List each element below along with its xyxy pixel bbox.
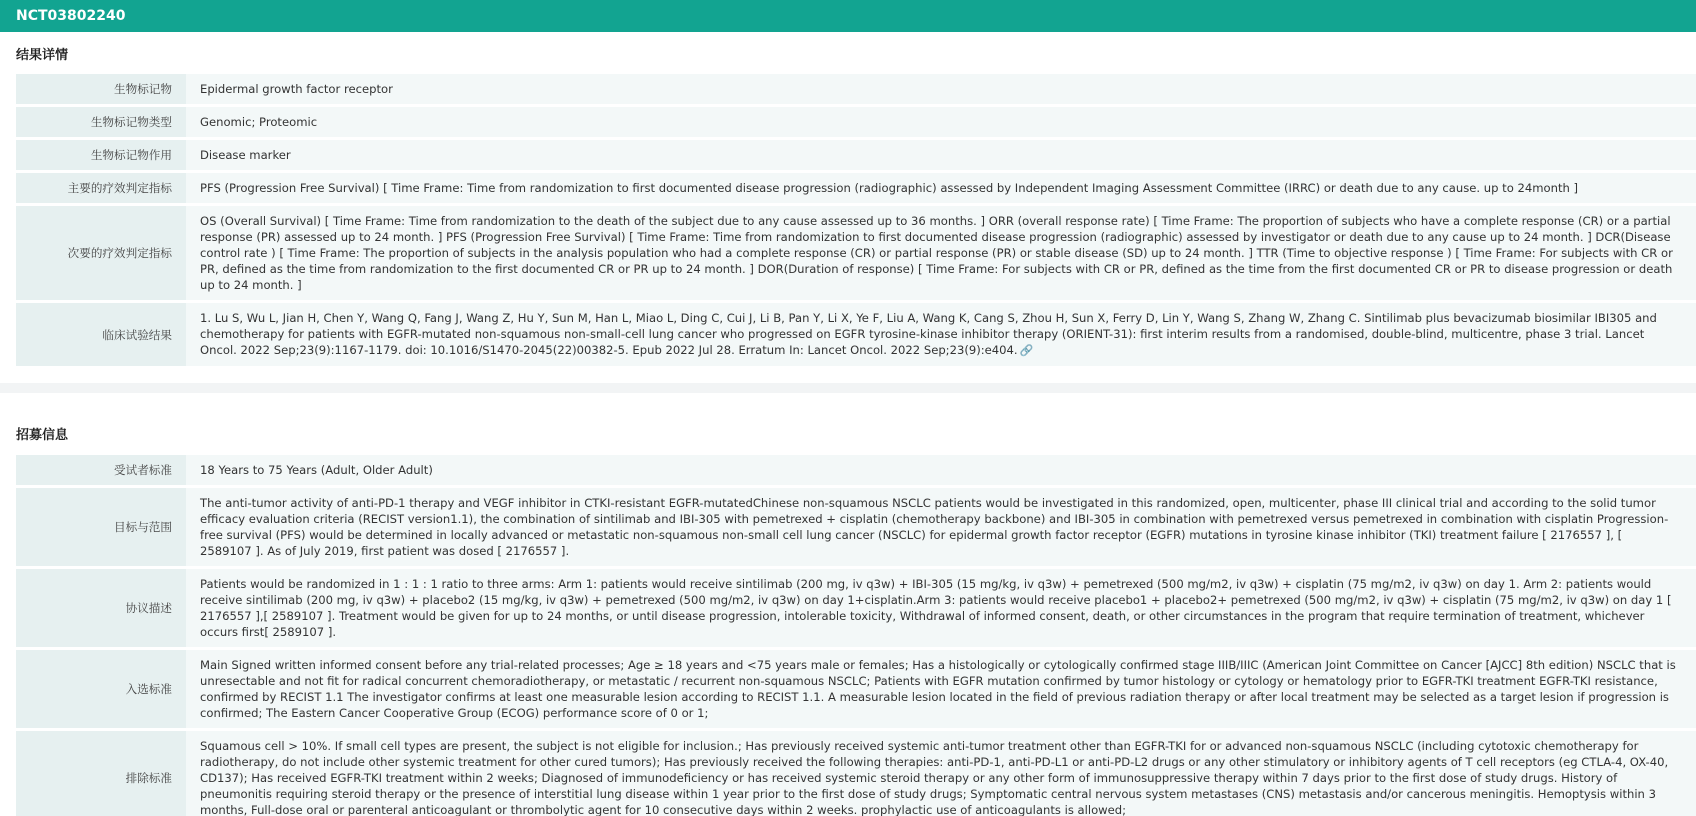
table-row xyxy=(16,650,1696,728)
row-label: 目标与范围 xyxy=(16,488,186,566)
results-section-title: 结果详情 xyxy=(16,47,69,63)
table-row xyxy=(16,206,1696,300)
table-row xyxy=(16,140,1696,170)
row-value: Genomic; Proteomic xyxy=(186,107,1696,137)
results-table xyxy=(16,71,1696,369)
row-label: 临床试验结果 xyxy=(16,303,186,366)
row-value: Disease marker xyxy=(186,140,1696,170)
table-row xyxy=(16,455,1696,485)
row-value: PFS (Progression Free Survival) [ Time Frame: Time from randomization to first documented disease progression (radiographic) assessed by Independent Imaging Assessment Committee (IRRC) or death due to any cause. up to 24month ] xyxy=(186,173,1696,203)
row-value: The anti-tumor activity of anti-PD-1 therapy and VEGF inhibitor in CTKI-resistant EGFR-mutatedChinese non-squamous NSCLC patients would be investigated in this randomized, open, multicenter, phase III clinical trial and according to the solid tumor efficacy evaluation criteria (RECIST version1.1), the combination of sintilimab and IBI-305 with pemetrexed + cisplatin (chemotherapy backbone) and IBI-305 in combination with pemetrexed versus pemetrexed in combination with cisplatin Progression-free survival (PFS) would be determined in locally advanced or metastatic non-squamous non-small cell lung cancer (NSCLC) for epidermal growth factor receptor (EGFR) mutations in tyrosine kinase inhibitor (TKI) treatment failure [ 2176557 ], [ 2589107 ]. As of July 2019, first patient was dosed [ 2176557 ]. xyxy=(186,488,1696,566)
citation-text: 1. Lu S, Wu L, Jian H, Chen Y, Wang Q, Fang J, Wang Z, Hu Y, Sun M, Han L, Miao L, Ding C, Cui J, Li B, Pan Y, Li X, Ye F, Liu A, Wang K, Cang S, Zhou H, Sun X, Ferry D, Lin Y, Wang S, Zhang W, Zhang C. Sintilimab plus bevacizumab biosimilar IBI305 and chemotherapy for patients with EGFR-mutated non-squamous non-small-cell lung cancer who progressed on EGFR tyrosine-kinase inhibitor therapy (ORIENT-31): first interim results from a randomised, double-blind, multicentre, phase 3 trial. Lancet Oncol. 2022 Sep;23(9):1167-1179. doi: 10.1016/S1470-2045(22)00382-5. Epub 2022 Jul 28. Erratum In: Lancet Oncol. 2022 Sep;23(9):e404. xyxy=(200,311,1657,357)
table-row xyxy=(16,488,1696,566)
table-row xyxy=(16,173,1696,203)
table-row xyxy=(16,569,1696,647)
row-label: 生物标记物 xyxy=(16,74,186,104)
row-value: Squamous cell > 10%. If small cell types are present, the subject is not eligible for inclusion.; Has previously received systemic anti-tumor treatment other than EGFR-TKI for or advanced non-squamous NSCLC (including cytotoxic chemotherapy for radiotherapy, do not include other systemic treatment for other cured tumors); Has previously received the following therapies: anti-PD-1, anti-PD-L1 or anti-PD-L2 drugs or any other stimulatory or inhibitory agents of T cell receptors (eg CTLA-4, OX-40, CD137); Has received EGFR-TKI treatment within 2 weeks; Diagnosed of immunodeficiency or has received systemic steroid therapy or any other form of immunosuppressive therapy within 7 days prior to the first dose of study drugs. History of pneumonitis requiring steroid therapy or the presence of interstitial lung disease within 1 year prior to the first dose of study drugs; Symptomatic central nervous system metastases (CNS) metastasis and/or cancerous meningitis. Hemoptysis within 3 months, Full-dose oral or parenteral anticoagulant or thrombolytic agent for 10 consecutive days within 2 weeks. prophylactic use of anticoagulants is allowed; xyxy=(186,731,1696,816)
link-icon[interactable]: 🔗 xyxy=(1019,344,1034,357)
table-row xyxy=(16,107,1696,137)
row-label: 生物标记物类型 xyxy=(16,107,186,137)
row-label: 主要的疗效判定指标 xyxy=(16,173,186,203)
row-value xyxy=(186,303,1696,366)
results-section xyxy=(0,32,1696,383)
recruitment-section-title: 招募信息 xyxy=(16,427,69,443)
row-label: 入选标准 xyxy=(16,650,186,728)
table-row xyxy=(16,731,1696,816)
row-value: Epidermal growth factor receptor xyxy=(186,74,1696,104)
row-label: 生物标记物作用 xyxy=(16,140,186,170)
row-value: 18 Years to 75 Years (Adult, Older Adult) xyxy=(186,455,1696,485)
trial-id: NCT03802240 xyxy=(16,8,126,24)
row-label: 排除标准 xyxy=(16,731,186,816)
table-row xyxy=(16,74,1696,104)
recruitment-section xyxy=(0,393,1696,816)
table-row xyxy=(16,303,1696,366)
row-value: Patients would be randomized in 1 : 1 : 1 ratio to three arms: Arm 1: patients would receive sintilimab (200 mg, iv q3w) + IBI-305 (15 mg/kg, iv q3w) + pemetrexed (500 mg/m2, iv q3w) + cisplatin (75 mg/m2, iv q3w) on day 1. Arm 2: patients would receive sintilimab (200 mg, iv q3w) + placebo2 (15 mg/kg, iv q3w) + pemetrexed (500 mg/m2, iv q3w) on day 1+cisplatin.Arm 3: patients would receive placebo1 + placebo2+ pemetrexed (500 mg/m2, iv q3w) + cisplatin (75 mg/m2, iv q3w) on day 1 [ 2176557 ],[ 2589107 ]. Treatment would be given for up to 24 months, or until disease progression, intolerable toxicity, Withdrawal of informed consent, death, or other circumstances in the program that require termination of treatment, whichever occurs first[ 2589107 ]. xyxy=(186,569,1696,647)
recruitment-table xyxy=(16,452,1696,816)
trial-id-header xyxy=(0,0,1696,32)
row-value: Main Signed written informed consent before any trial-related processes; Age ≥ 18 years and <75 years male or females; Has a histologically or cytologically confirmed stage IIIB/IIIC (American Joint Committee on Cancer [AJCC] 8th edition) NSCLC that is unresectable and not fit for radical concurrent chemoradiotherapy, or metastatic / recurrent non-squamous NSCLC; Patients with EGFR mutation confirmed by tumor histology or cytology or hematology prior to EGFR-TKI treatment EGFR-TKI resistance, confirmed by RECIST 1.1 The investigator confirms at least one measurable lesion according to RECIST 1.1. A measurable lesion located in the field of previous radiation therapy or after local treatment may be selected as a target lesion if progression is confirmed; The Eastern Cancer Cooperative Group (ECOG) performance score of 0 or 1; xyxy=(186,650,1696,728)
row-label: 协议描述 xyxy=(16,569,186,647)
row-label: 次要的疗效判定指标 xyxy=(16,206,186,300)
row-value: OS (Overall Survival) [ Time Frame: Time from randomization to the death of the subject due to any cause assessed up to 36 months. ] ORR (overall response rate) [ Time Frame: The proportion of subjects who have a complete response (CR) or a partial response (PR) assessed up to 24 month. ] PFS (Progression Free Survival) [ Time Frame: Time from randomization to first documented disease progression (radiographic) assessed by investigator or death due to any cause up to 24 month. ] DCR(Disease control rate ) [ Time Frame: The proportion of subjects in the analysis population who had a complete response (CR) or partial response (PR) or stable disease (SD) up to 24 month. ] TTR (Time to objective response ) [ Time Frame: For subjects with CR or PR, defined as the time from randomization to the first documented CR or PR up to 24 month. ] DOR(Duration of response) [ Time Frame: For subjects with CR or PR, defined as the time from the first documented CR or PR to disease progression or death up to 24 month. ] xyxy=(186,206,1696,300)
row-label: 受试者标准 xyxy=(16,455,186,485)
